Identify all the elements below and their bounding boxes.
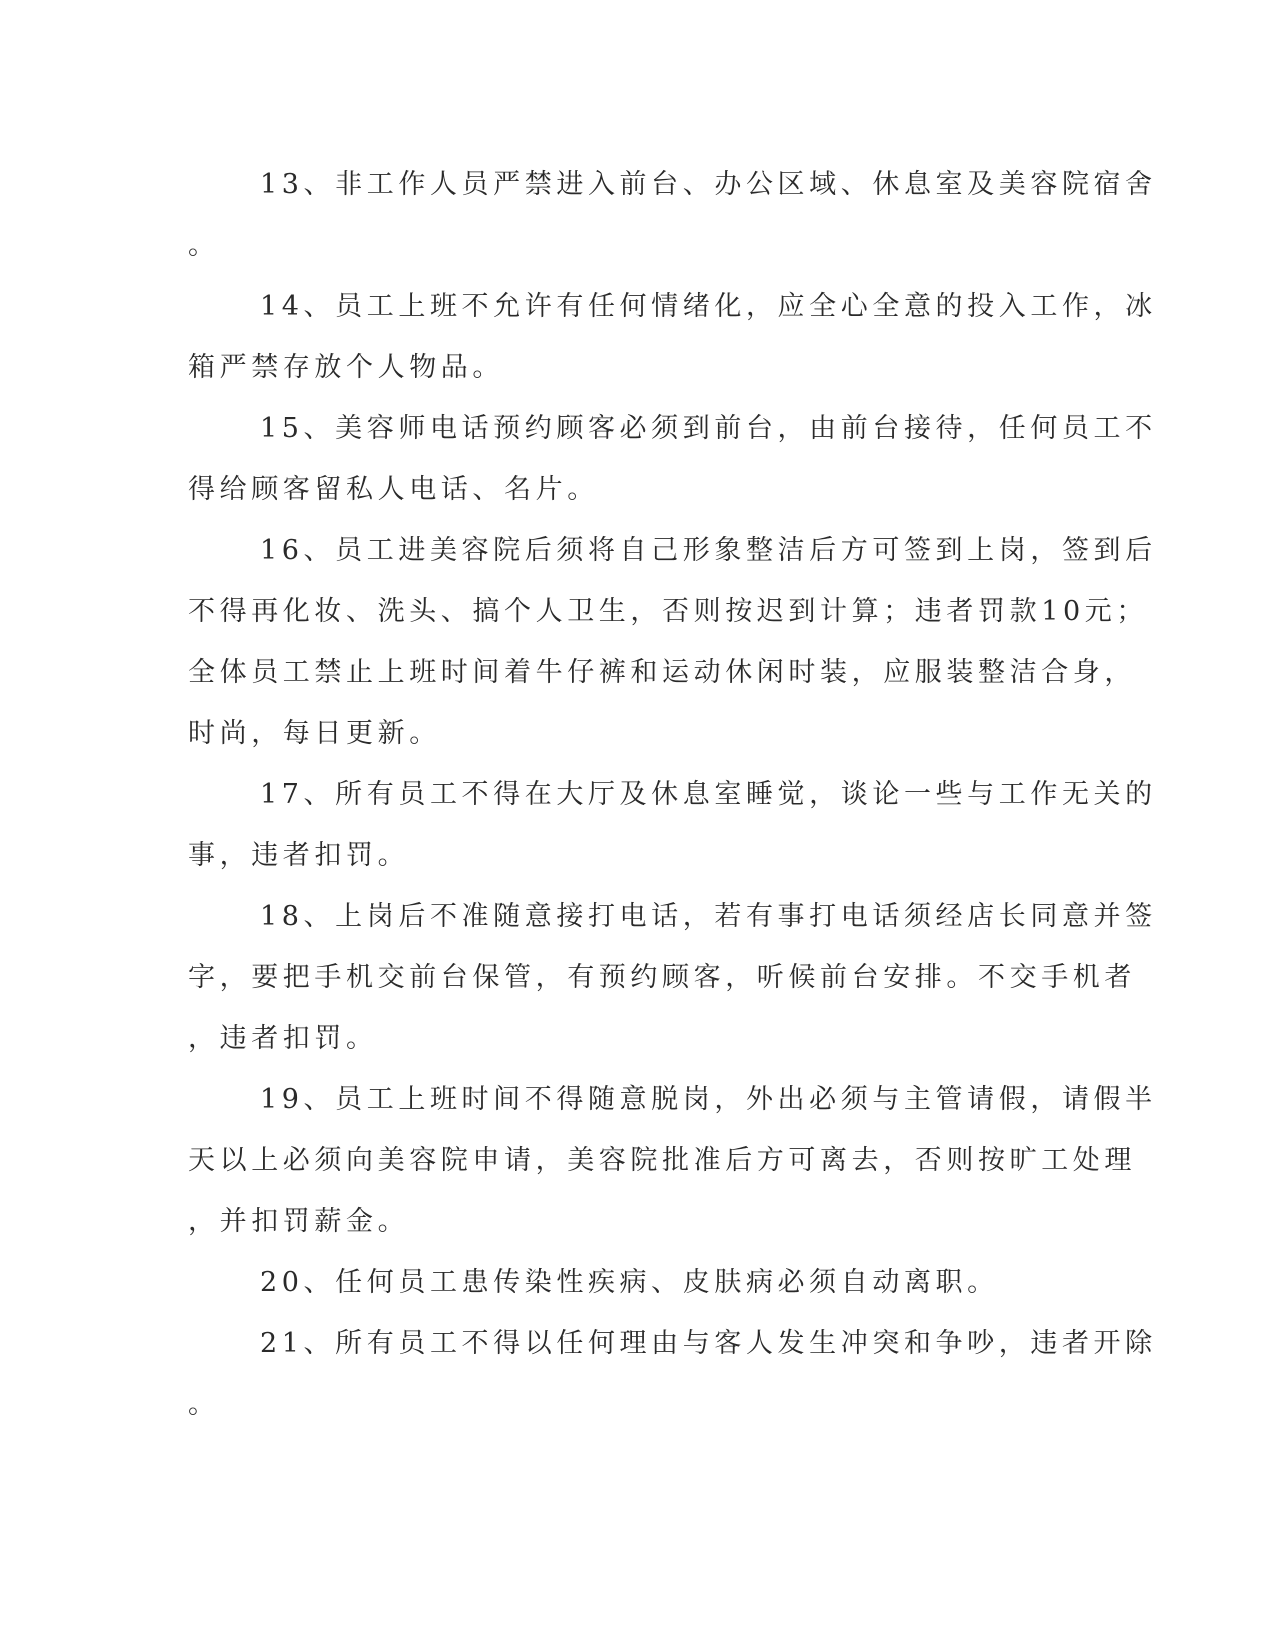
text-line: 20、任何员工患传染性疾病、皮肤病必须自动离职。 xyxy=(260,1267,999,1298)
text-line: 事，违者扣罚。 xyxy=(188,840,410,871)
text-line: 时尚，每日更新。 xyxy=(188,718,441,749)
document-body xyxy=(188,154,1157,1435)
text-line: 箱严禁存放个人物品。 xyxy=(188,352,504,383)
text-line: 19、员工上班时间不得随意脱岗，外出必须与主管请假，请假半 xyxy=(260,1084,1157,1115)
text-line: 不得再化妆、洗头、搞个人卫生，否则按迟到计算；违者罚款10元； xyxy=(188,596,1148,627)
text-line: 16、员工进美容院后须将自己形象整洁后方可签到上岗，签到后 xyxy=(260,535,1157,566)
text-line: ，并扣罚薪金。 xyxy=(188,1206,410,1237)
text-line: ，违者扣罚。 xyxy=(188,1023,378,1054)
text-line: 13、非工作人员严禁进入前台、办公区域、休息室及美容院宿舍 xyxy=(260,169,1157,200)
text-line: 字，要把手机交前台保管，有预约顾客，听候前台安排。不交手机者 xyxy=(188,962,1136,993)
text-line: 得给顾客留私人电话、名片。 xyxy=(188,474,599,505)
text-line: 17、所有员工不得在大厅及休息室睡觉，谈论一些与工作无关的 xyxy=(260,779,1157,810)
text-line: 14、员工上班不允许有任何情绪化，应全心全意的投入工作，冰 xyxy=(260,291,1157,322)
text-line: 18、上岗后不准随意接打电话，若有事打电话须经店长同意并签 xyxy=(260,901,1157,932)
text-line: 。 xyxy=(188,230,220,261)
text-line: 21、所有员工不得以任何理由与客人发生冲突和争吵，违者开除 xyxy=(260,1328,1157,1359)
text-line: 15、美容师电话预约顾客必须到前台，由前台接待，任何员工不 xyxy=(260,413,1157,444)
text-line: 天以上必须向美容院申请，美容院批准后方可离去，否则按旷工处理 xyxy=(188,1145,1136,1176)
text-line: 。 xyxy=(188,1389,220,1420)
text-line: 全体员工禁止上班时间着牛仔裤和运动休闲时装，应服装整洁合身， xyxy=(188,657,1136,688)
